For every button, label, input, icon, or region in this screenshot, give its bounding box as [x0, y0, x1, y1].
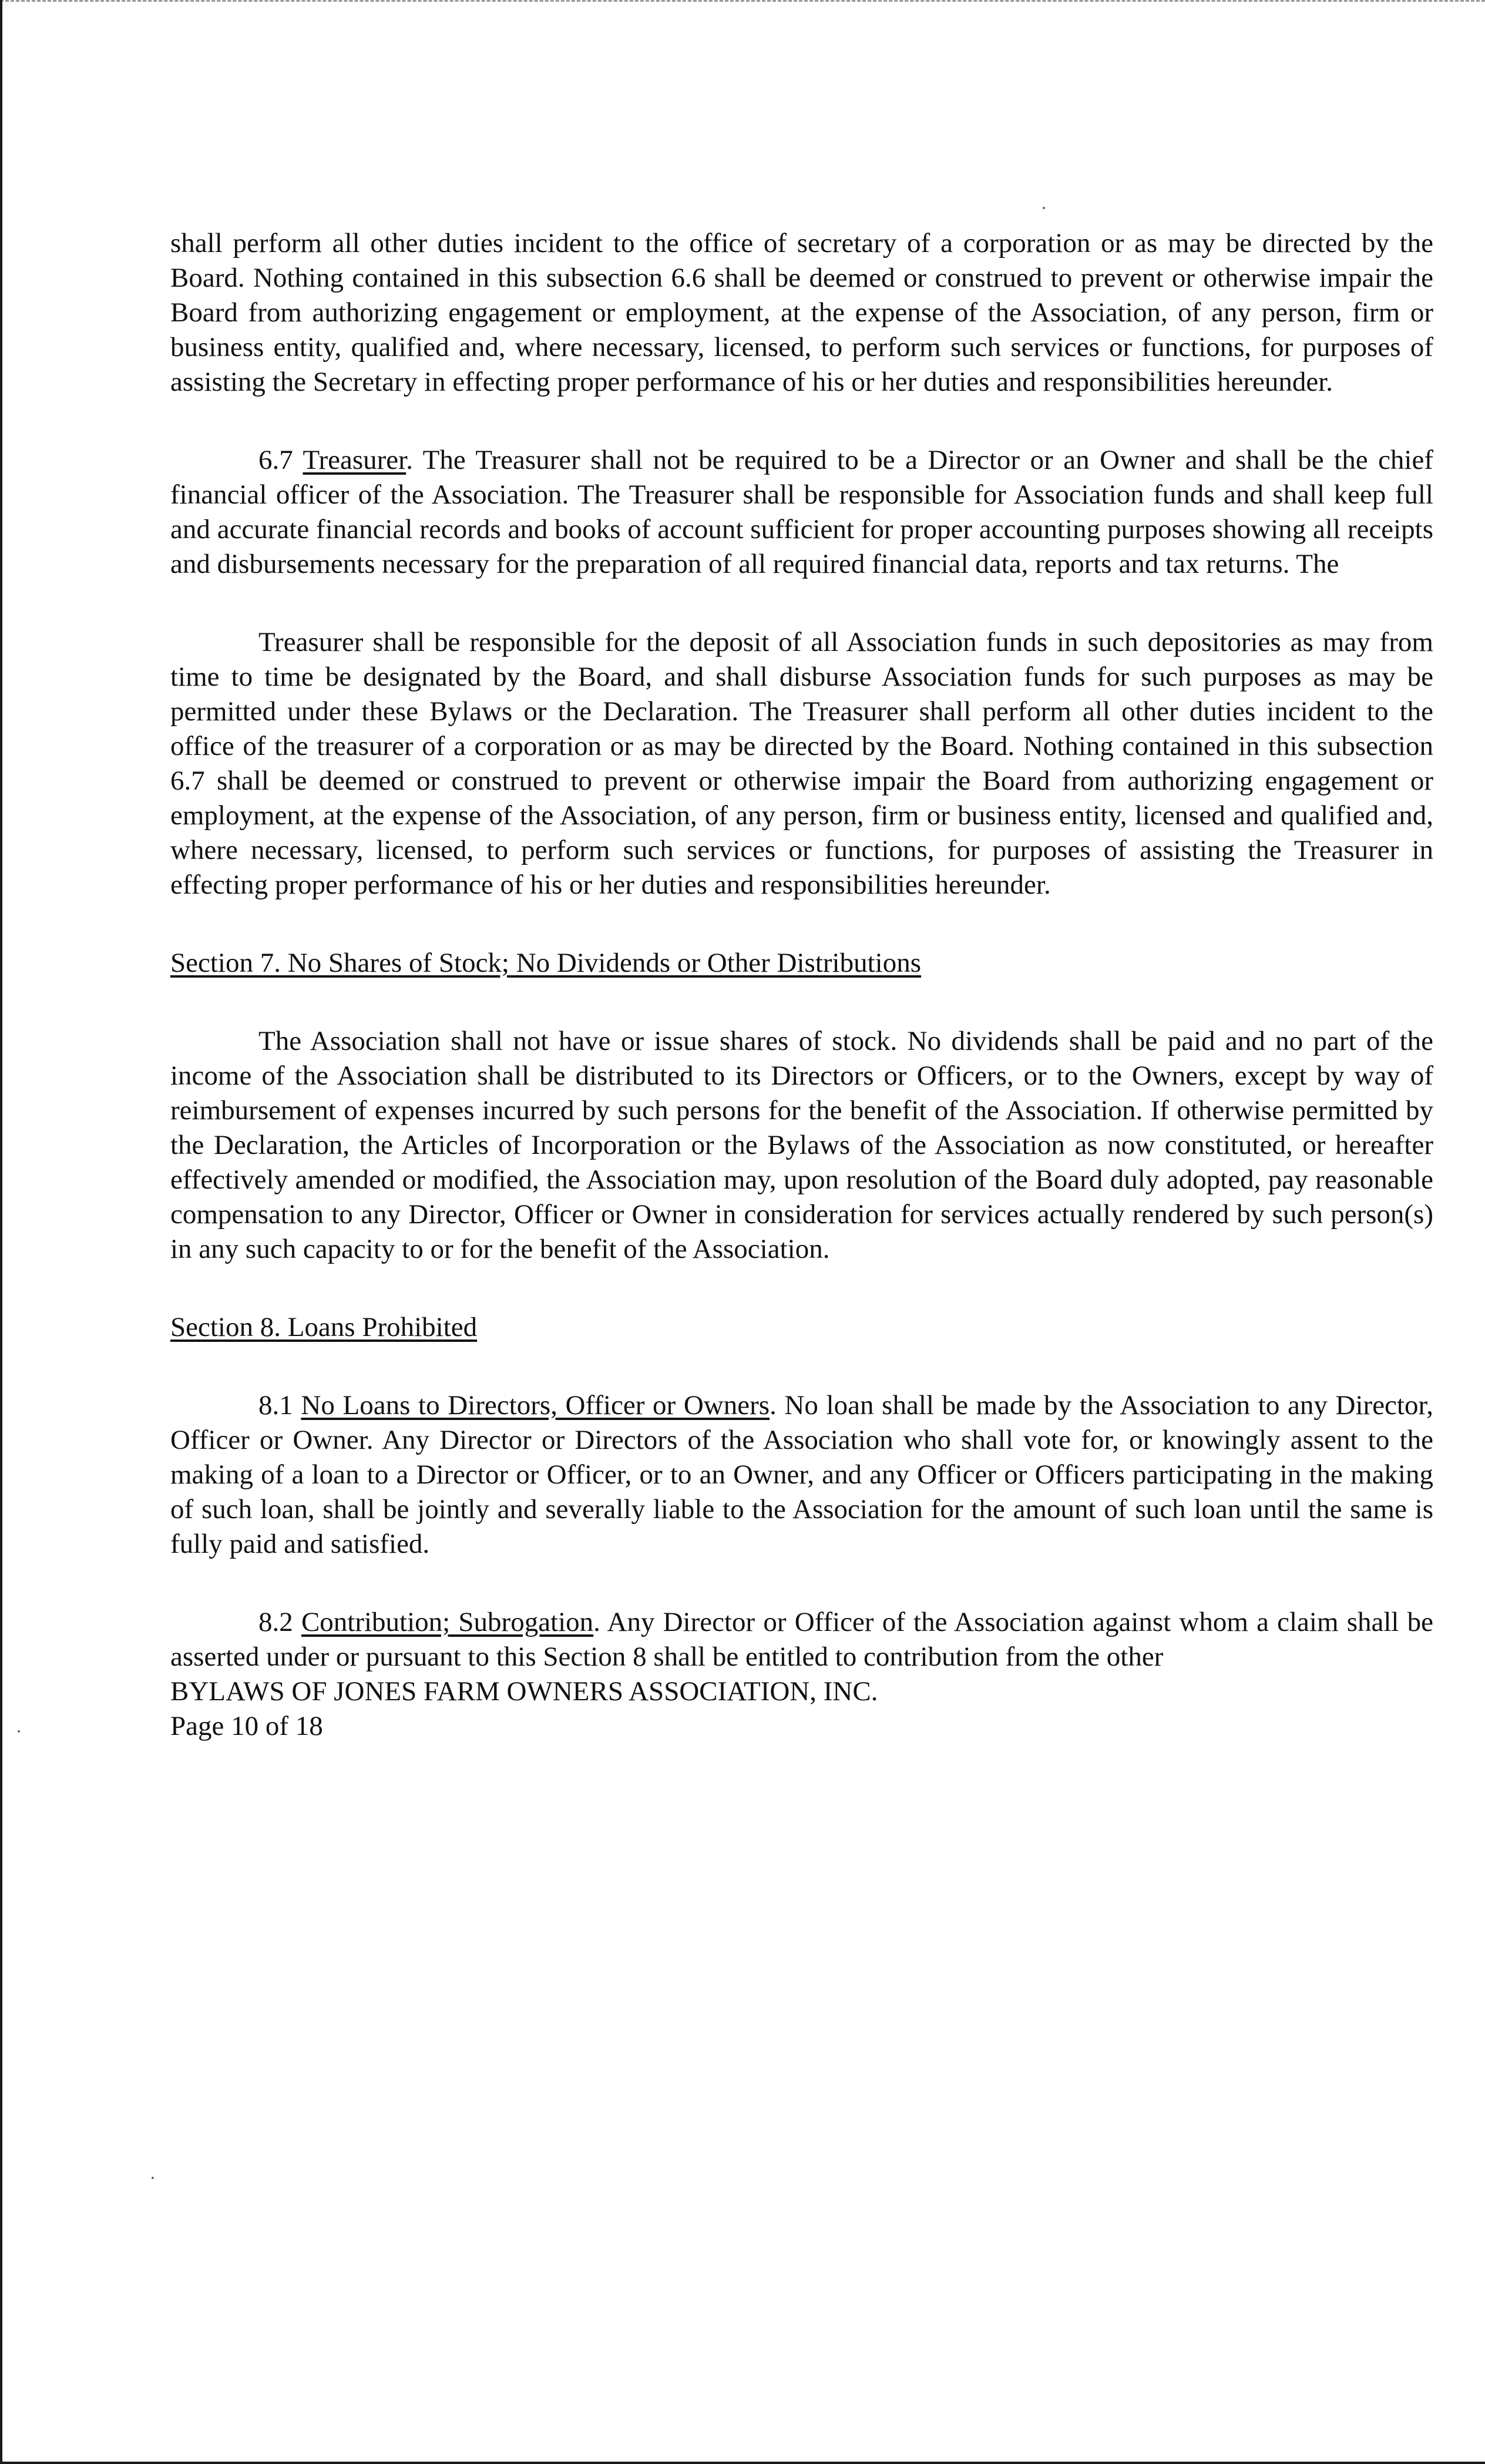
subsection-number: 8.2 [258, 1607, 301, 1637]
subsection-title: No Loans to Directors, Officer or Owners [301, 1390, 770, 1421]
scan-speck [152, 2177, 154, 2179]
subsection-title: Contribution; Subrogation [301, 1607, 594, 1637]
subsection-text: . The Treasurer shall not be required to be a Director or an Owner and shall be the chief financial officer of the Association. The Treasurer shall be responsible for Association funds and shall keep full and accurate financial records and books of account sufficient for proper accounting purposes showing all receipts and disbursements necessary for the preparation of all required financial data, reports and tax returns. The [170, 445, 1434, 579]
scan-speck [18, 1730, 20, 1733]
paragraph-no-loans [170, 1388, 1433, 1562]
subsection-number: 8.1 [258, 1390, 301, 1421]
subsection-text: . No loan shall be made by the Association to any Director, Officer or Owner. Any Director or Directors of the Association who shall vote for, or knowingly assent to the making of a loan to a Director or Officer, or to an Owner, and any Officer or Officers participating in the making of such loan, shall be jointly and severally liable to the Association for the amount of such loan until the same is fully paid and satisfied. [170, 1390, 1434, 1559]
page-bottom-edge [0, 2462, 1485, 2464]
footer-page-number: Page 10 of 18 [170, 1711, 323, 1741]
footer-document-title: BYLAWS OF JONES FARM OWNERS ASSOCIATION, INC. [170, 1676, 878, 1707]
page-left-edge [0, 0, 2, 2464]
subsection-number: 6.7 [258, 445, 303, 475]
paragraph-no-stock: The Association shall not have or issue shares of stock. No dividends shall be paid and no part of the income of the Association shall be distributed to its Directors or Officers, or to the Owners, except by way of reimbursement of expenses incurred by such persons for the benefit of the Association. If otherwise permitted by the Declaration, the Articles of Incorporation or the Bylaws of the Association as now constituted, or hereafter effectively amended or modified, the Association may, upon resolution of the Board duly adopted, pay reasonable compensation to any Director, Officer or Owner in consideration for services actually rendered by such person(s) in any such capacity to or for the benefit of the Association. [170, 1026, 1433, 1264]
page-footer [170, 1674, 1433, 1744]
paragraph-secretary-continued: shall perform all other duties incident to the office of secretary of a corporation or as may be directed by the Board. Nothing contained in this subsection 6.6 shall be deemed or construed to prevent or otherwise impair the Board from authorizing engagement or employment, at the expense of the Association, of any person, firm or business entity, qualified and, where necessary, licensed, to perform such services or functions, for purposes of assisting the Secretary in effecting proper performance of his or her duties and responsibilities hereunder. [170, 228, 1433, 397]
section-7-heading: Section 7. No Shares of Stock; No Dividends or Other Distributions [170, 948, 922, 978]
page-top-edge [0, 0, 1485, 2]
scan-speck [1043, 207, 1045, 209]
paragraph-contribution [170, 1605, 1433, 1674]
document-body [170, 226, 1433, 1744]
section-8-heading: Section 8. Loans Prohibited [170, 1312, 478, 1342]
subsection-title: Treasurer [303, 445, 406, 475]
paragraph-treasurer-duties: Treasurer shall be responsible for the deposit of all Association funds in such depositories as may from time to time be designated by the Board, and shall disburse Association funds for such purposes as may be permitted under these Bylaws or the Declaration. The Treasurer shall perform all other duties incident to the office of the treasurer of a corporation or as may be directed by the Board. Nothing contained in this subsection 6.7 shall be deemed or construed to prevent or otherwise impair the Board from authorizing engagement or employment, at the expense of the Association, of any person, firm or business entity, licensed and qualified and, where necessary, licensed, to perform such services or functions, for purposes of assisting the Treasurer in effecting proper performance of his or her duties and responsibilities hereunder. [170, 627, 1433, 900]
subsection-text: . Any Director or Officer of the Association against whom a claim shall be asserted under or pursuant to this Section 8 shall be entitled to contribution from the other [170, 1607, 1434, 1672]
paragraph-treasurer [170, 443, 1433, 582]
